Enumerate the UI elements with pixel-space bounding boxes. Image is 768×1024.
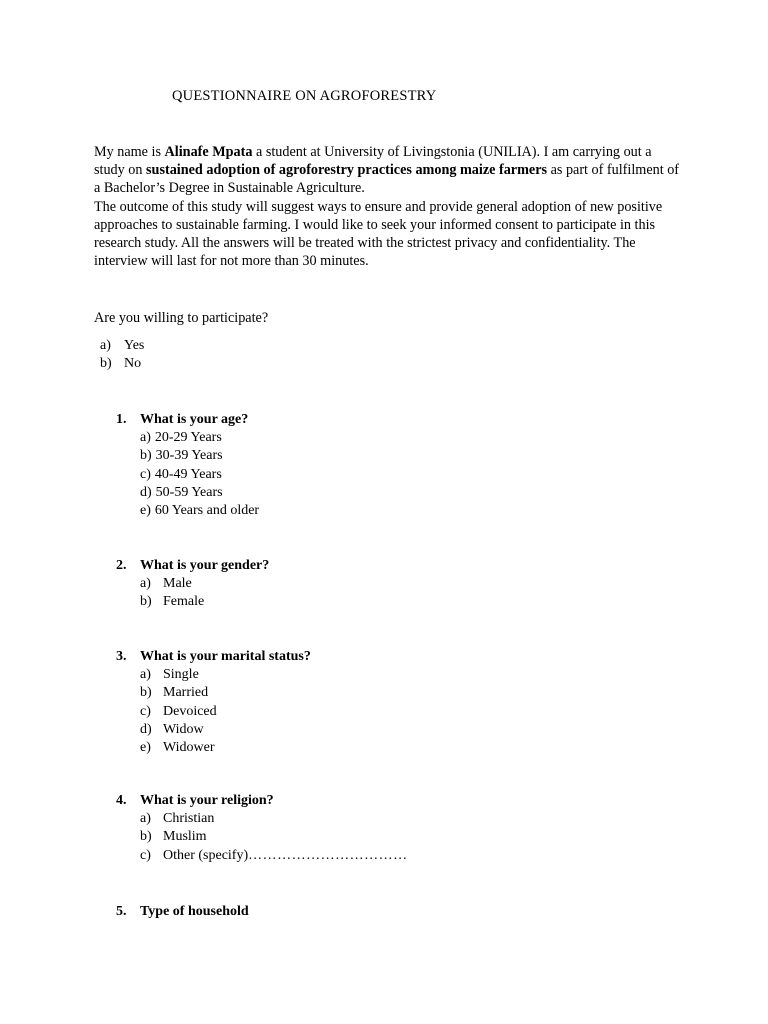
question-options — [116, 429, 259, 520]
question-options — [116, 575, 269, 611]
option-label: Widower — [163, 740, 215, 756]
option-label: 50-59 Years — [155, 484, 223, 500]
question-marital-status — [116, 648, 311, 757]
option-widow[interactable] — [140, 721, 311, 739]
option-marker: c) — [140, 703, 151, 719]
consent-option-no[interactable] — [100, 355, 144, 373]
option-label: 40-49 Years — [154, 466, 222, 482]
option-marker: a) — [140, 811, 151, 827]
consent-question: Are you willing to participate? — [94, 310, 269, 326]
question-heading — [116, 903, 249, 921]
question-text: What is your marital status? — [140, 649, 311, 664]
option-marker: c) — [140, 847, 151, 863]
option-marker: b) — [140, 829, 152, 845]
option-marker: e) — [140, 503, 151, 519]
option-married[interactable] — [140, 684, 311, 702]
question-household-type — [116, 903, 249, 921]
question-options — [116, 666, 311, 757]
question-text: What is your religion? — [140, 793, 274, 808]
option-muslim[interactable] — [140, 828, 408, 846]
consent-option-yes[interactable] — [100, 337, 144, 355]
question-number: 5. — [116, 904, 127, 919]
option-devoiced[interactable] — [140, 703, 311, 721]
option-label: Male — [163, 576, 192, 592]
option-label: No — [124, 356, 142, 372]
option-label: 60 Years and older — [154, 503, 260, 519]
option-label: Devoiced — [163, 703, 217, 719]
intro-paragraph-1 — [94, 143, 684, 198]
option-marker: a) — [140, 430, 151, 446]
option-marker: c) — [140, 466, 151, 482]
question-text: Type of household — [140, 904, 249, 919]
question-number: 1. — [116, 412, 127, 427]
intro-paragraph-2: The outcome of this study will suggest ways to ensure and provide general adoption of new positive approaches to sustainable farming. I would like to seek your informed consent to participate in this research study. All the answers will be treated with the strictest privacy and confidentiality. The interview will last for not more than 30 minutes. — [94, 198, 663, 270]
option-other-specify[interactable] — [140, 847, 408, 865]
option-age-60-plus[interactable] — [140, 502, 259, 520]
option-label: Other (specify) — [163, 847, 249, 863]
specify-blank-line[interactable]: …………………………… — [248, 847, 408, 863]
option-age-40-49[interactable] — [140, 466, 259, 484]
option-age-20-29[interactable] — [140, 429, 259, 447]
intro-text-2: a student at University of Livingstonia (UNILIA). I am carrying out a study on — [94, 144, 652, 179]
question-number: 4. — [116, 793, 127, 808]
option-label: Married — [163, 685, 209, 701]
option-marker: b) — [140, 594, 152, 610]
option-marker: d) — [140, 721, 152, 737]
researcher-name: Alinafe Mpata — [164, 144, 253, 160]
option-christian[interactable] — [140, 810, 408, 828]
consent-options — [100, 337, 144, 373]
question-options — [116, 810, 408, 865]
option-marker: a) — [140, 667, 151, 683]
option-label: 20-29 Years — [154, 430, 222, 446]
option-single[interactable] — [140, 666, 311, 684]
option-age-50-59[interactable] — [140, 484, 259, 502]
option-label: Widow — [163, 721, 204, 737]
study-topic: sustained adoption of agroforestry practices among maize farmers — [146, 162, 548, 179]
question-heading — [116, 557, 269, 575]
question-text: What is your age? — [140, 412, 249, 427]
question-age — [116, 411, 259, 520]
option-label: Single — [163, 667, 199, 683]
intro-text — [94, 143, 684, 270]
option-marker: d) — [140, 484, 152, 500]
question-heading — [116, 411, 259, 429]
option-marker: e) — [140, 740, 151, 756]
option-marker: a) — [140, 576, 151, 592]
option-label: Muslim — [163, 829, 207, 845]
option-marker: b) — [140, 685, 152, 701]
question-text: What is your gender? — [140, 558, 270, 573]
question-gender — [116, 557, 269, 612]
question-number: 3. — [116, 649, 127, 664]
option-label: 30-39 Years — [155, 448, 223, 464]
question-heading — [116, 648, 311, 666]
intro-text-1: My name is — [94, 144, 165, 160]
intro-text-3: as part of fulfilment of a Bachelor’s Degree in Sustainable Agriculture. — [94, 162, 680, 197]
option-label: Christian — [163, 811, 215, 827]
option-male[interactable] — [140, 575, 269, 593]
question-religion — [116, 792, 408, 865]
option-widower[interactable] — [140, 739, 311, 757]
option-label: Female — [163, 594, 205, 610]
option-marker: b) — [100, 356, 112, 372]
option-female[interactable] — [140, 593, 269, 611]
page-title: QUESTIONNAIRE ON AGROFORESTRY — [172, 88, 437, 104]
question-heading — [116, 792, 408, 810]
question-number: 2. — [116, 558, 127, 573]
option-age-30-39[interactable] — [140, 447, 259, 465]
option-marker: b) — [140, 448, 152, 464]
option-label: Yes — [124, 338, 145, 353]
option-marker: a) — [100, 338, 111, 353]
